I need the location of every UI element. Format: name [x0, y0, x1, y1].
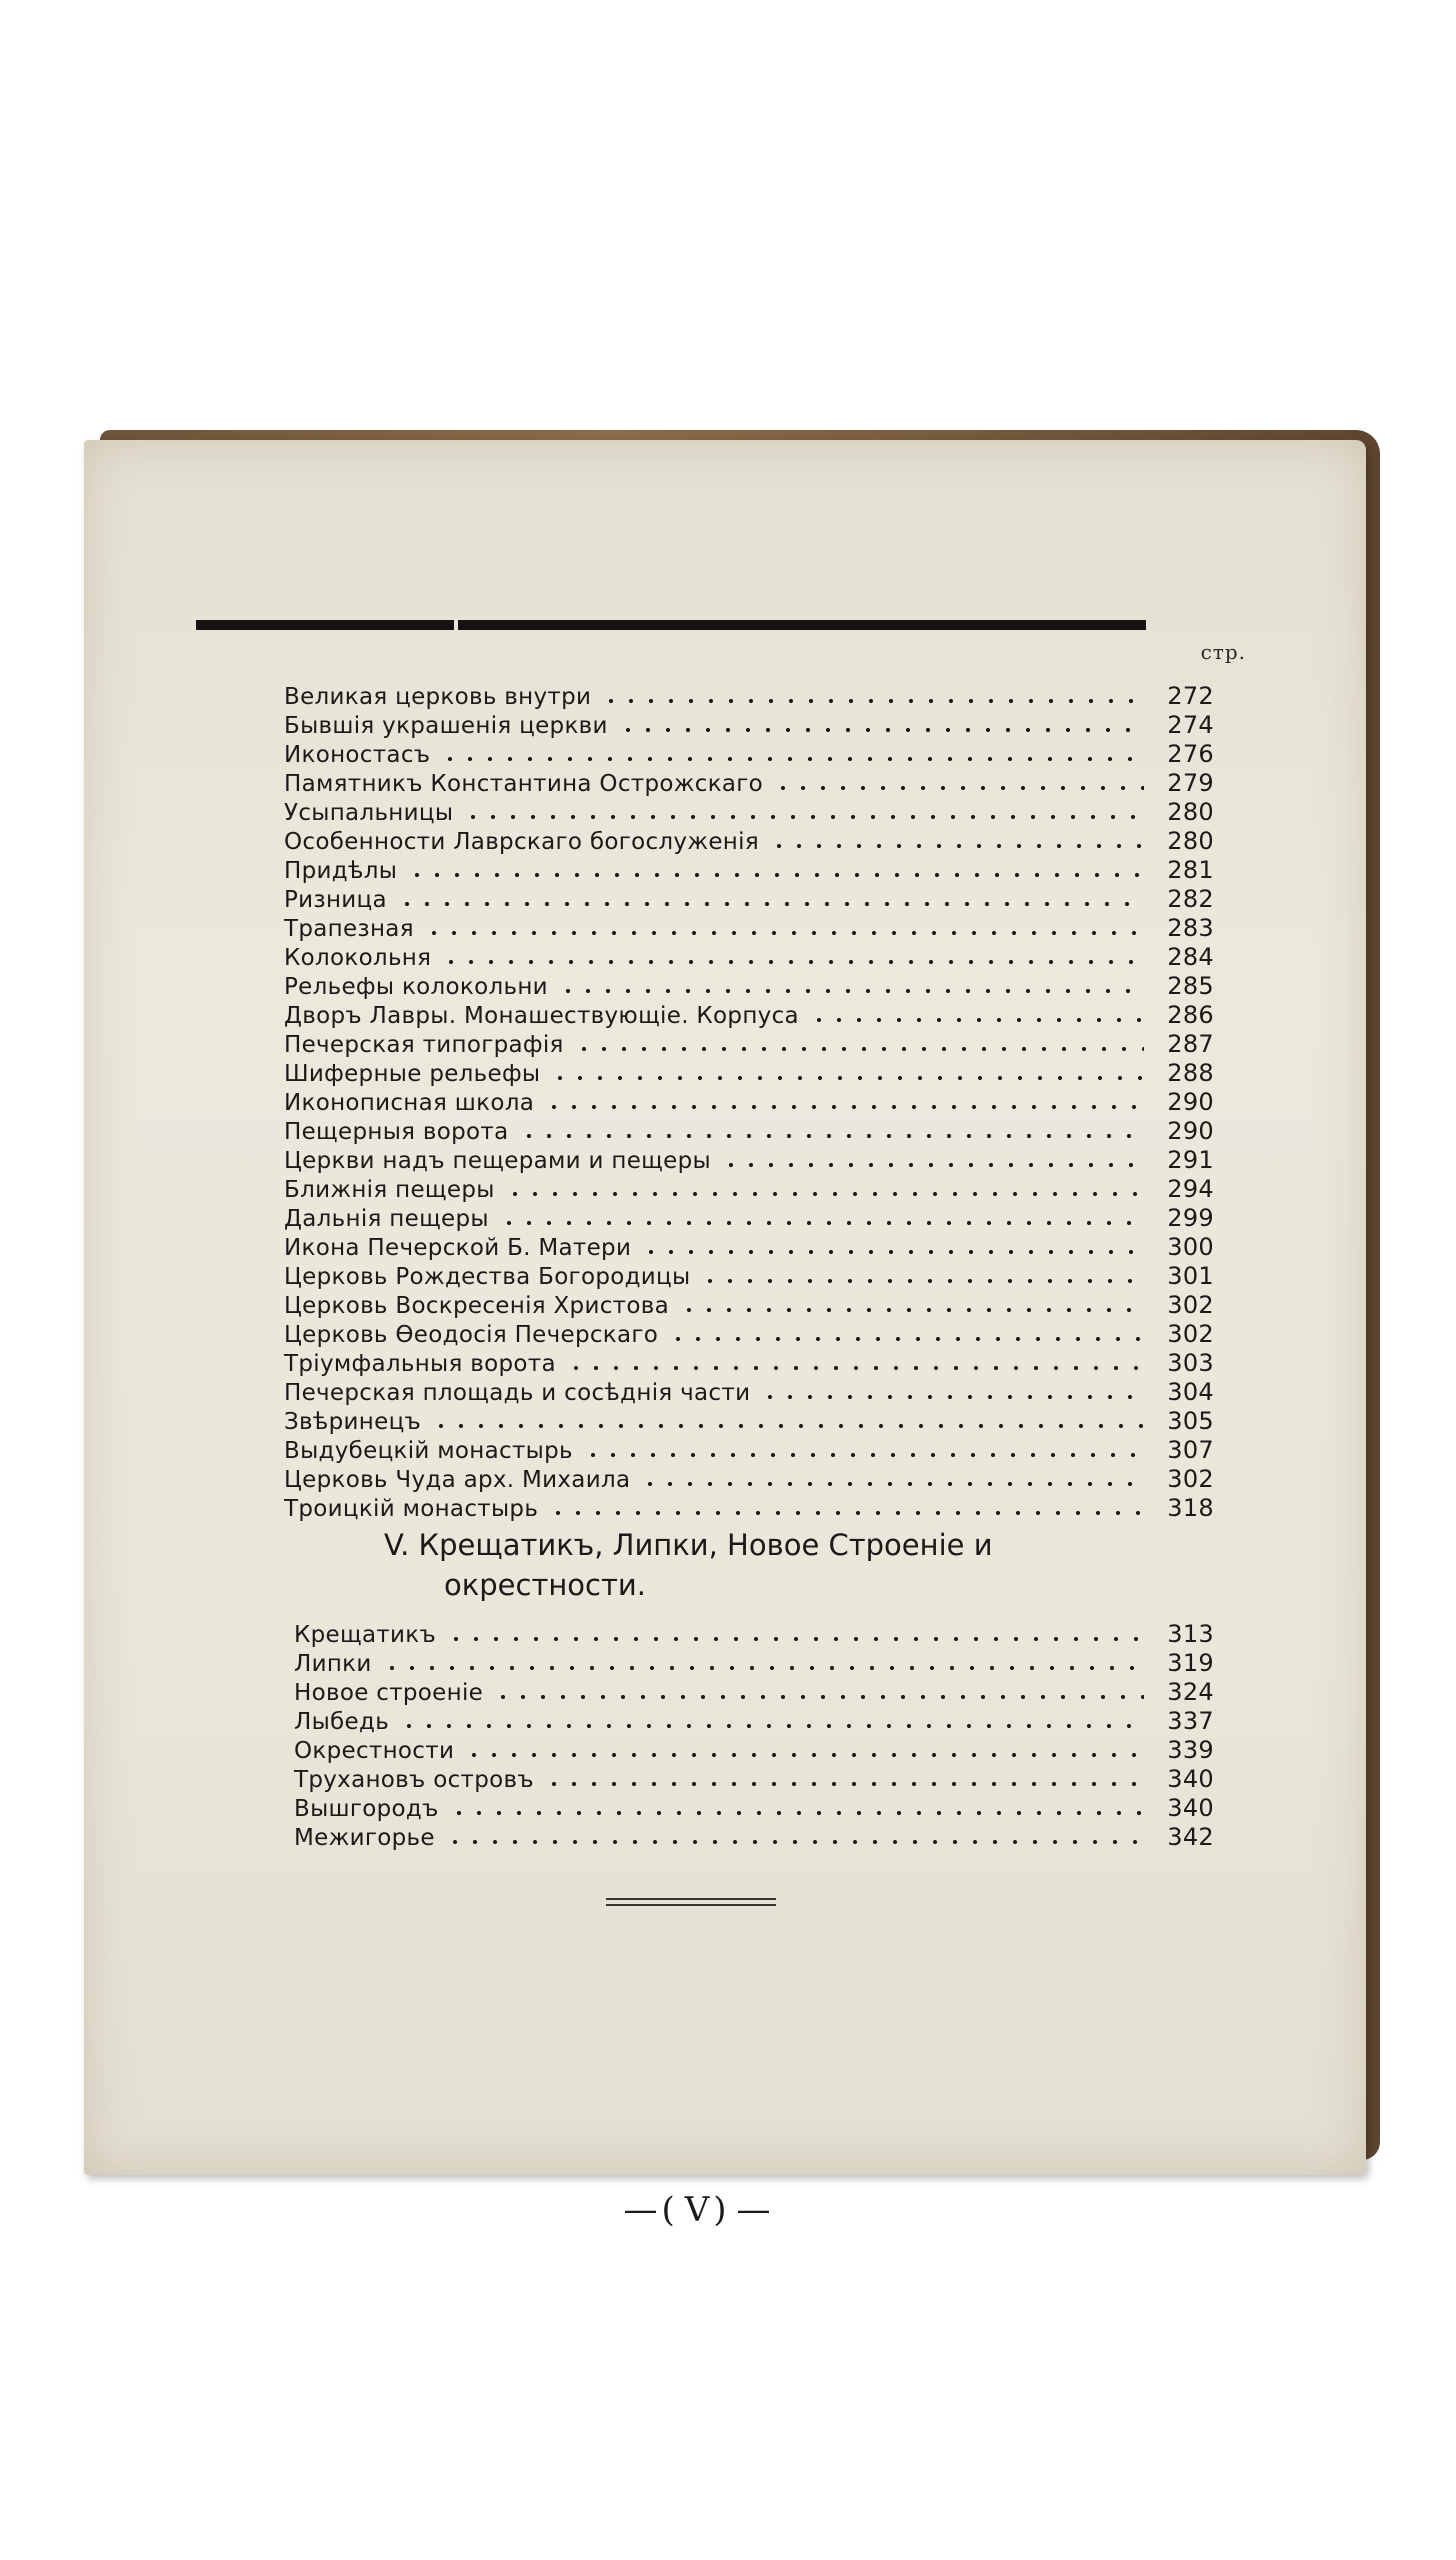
toc-entry: Церковь Воскресенія Христова 302 — [284, 1291, 1214, 1319]
toc-entry: Бывшія украшенія церкви 274 — [284, 711, 1214, 739]
toc-entry: Церковь Ѳеодосія Печерскаго 302 — [284, 1320, 1214, 1348]
toc-entry: Печерская типографія 287 — [284, 1030, 1214, 1058]
toc-entry: Великая церковь внутри 272 — [284, 682, 1214, 710]
page-number: V — [684, 2190, 714, 2230]
toc-entry: Церковь Чуда арх. Михаила 302 — [284, 1465, 1214, 1493]
toc-entry: Звѣринецъ 305 — [284, 1407, 1214, 1435]
page-column-label: стр. — [1200, 640, 1246, 664]
toc-entry: Придѣлы 281 — [284, 856, 1214, 884]
toc-entry: Церковь Рождества Богородицы 301 — [284, 1262, 1214, 1290]
toc-entry: Особенности Лаврскаго богослуженія 280 — [284, 827, 1214, 855]
toc-entry: Печерская площадь и сосѣднія части 304 — [284, 1378, 1214, 1406]
book-page — [84, 440, 1366, 2230]
toc-entry: Лыбедь 337 — [294, 1707, 1214, 1735]
toc-entry: Колокольня 284 — [284, 943, 1214, 971]
section-heading-line2: окрестности. — [444, 1568, 646, 1602]
toc-entry: Церкви надъ пещерами и пещеры 291 — [284, 1146, 1214, 1174]
toc-entry: Иконописная школа 290 — [284, 1088, 1214, 1116]
toc-entry: Шиферные рельефы 288 — [284, 1059, 1214, 1087]
toc-entry: Тріумфальныя ворота 303 — [284, 1349, 1214, 1377]
table-of-contents — [84, 440, 1366, 2175]
toc-entry: Иконостасъ 276 — [284, 740, 1214, 768]
toc-entry: Вышгородъ 340 — [294, 1794, 1214, 1822]
toc-entry: Крещатикъ 313 — [294, 1620, 1214, 1648]
toc-entry: Новое строеніе 324 — [294, 1678, 1214, 1706]
toc-entry: Окрестности 339 — [294, 1736, 1214, 1764]
ornament-rule — [606, 1904, 776, 1906]
toc-entry: Памятникъ Константина Острожскаго 279 — [284, 769, 1214, 797]
toc-entry: Ближнія пещеры 294 — [284, 1175, 1214, 1203]
toc-entry: Пещерныя ворота 290 — [284, 1117, 1214, 1145]
toc-entry: Дальнія пещеры 299 — [284, 1204, 1214, 1232]
toc-entry: Икона Печерской Б. Матери 300 — [284, 1233, 1214, 1261]
toc-entry: Усыпальницы 280 — [284, 798, 1214, 826]
toc-entry: Трапезная 283 — [284, 914, 1214, 942]
ornament-rule — [606, 1898, 776, 1900]
page-folio: —(V)— — [623, 2190, 775, 2230]
toc-entry: Липки 319 — [294, 1649, 1214, 1677]
section-heading-line1: V. Крещатикъ, Липки, Новое Строеніе и — [384, 1528, 993, 1562]
toc-entry: Ризница 282 — [284, 885, 1214, 913]
toc-entry: Межигорье 342 — [294, 1823, 1214, 1851]
toc-entry: Троицкій монастырь 318 — [284, 1494, 1214, 1522]
toc-entry: Выдубецкій монастырь 307 — [284, 1436, 1214, 1464]
section-heading — [384, 1525, 1164, 1605]
toc-entry: Рельефы колокольни 285 — [284, 972, 1214, 1000]
toc-entry: Трухановъ островъ 340 — [294, 1765, 1214, 1793]
toc-entry: Дворъ Лавры. Монашествующіе. Корпуса 286 — [284, 1001, 1214, 1029]
